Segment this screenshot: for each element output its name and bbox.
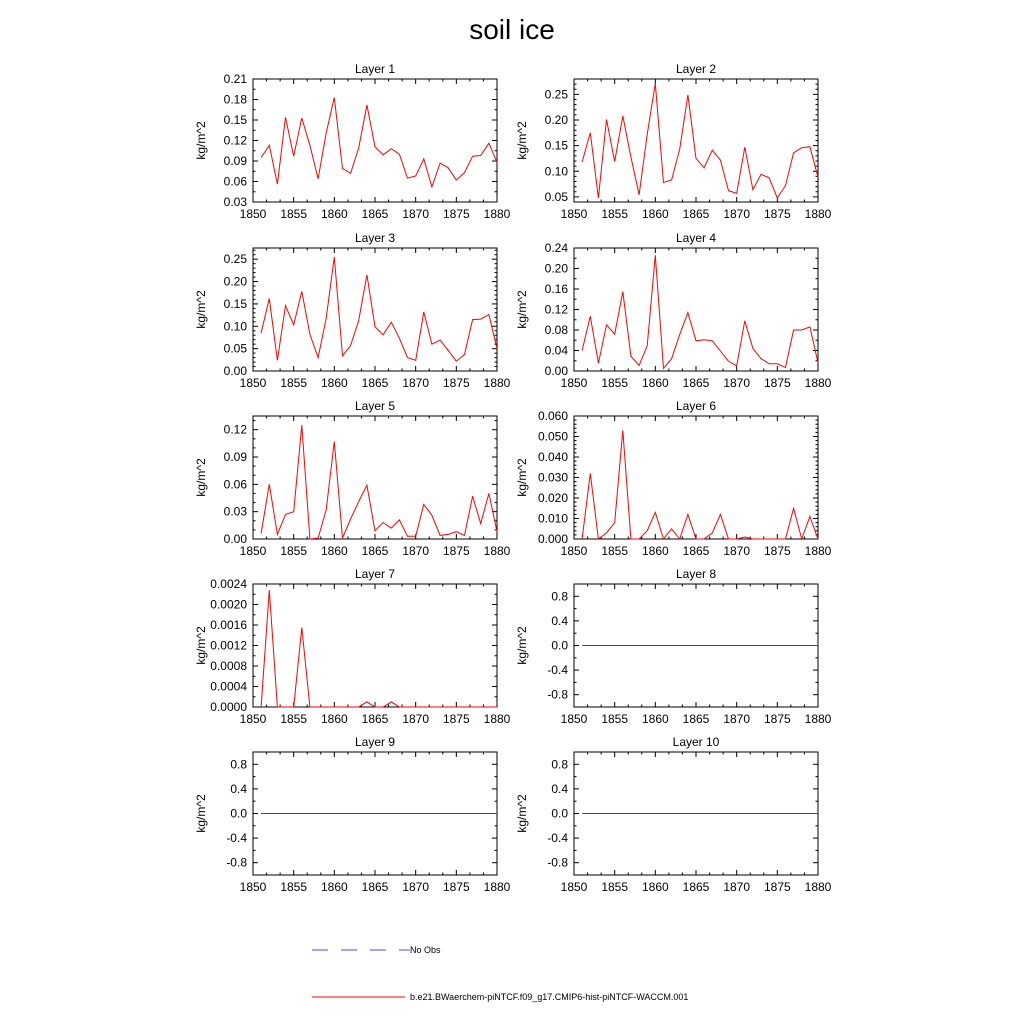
y-tick-label: 0.04 xyxy=(544,343,568,358)
panel-layer-1 xyxy=(194,62,511,221)
x-tick-label: 1880 xyxy=(804,712,832,726)
y-tick-label: 0.020 xyxy=(537,491,568,505)
y-tick-label: -0.4 xyxy=(226,831,247,846)
x-tick-label: 1875 xyxy=(442,880,470,894)
x-tick-label: 1860 xyxy=(641,376,669,390)
y-tick-label: 0.08 xyxy=(544,323,568,337)
y-tick-label: 0.0012 xyxy=(210,638,247,653)
plot-frame xyxy=(253,416,497,539)
y-tick-label: 0.06 xyxy=(223,477,247,492)
x-tick-label: 1855 xyxy=(601,376,629,390)
x-tick-label: 1870 xyxy=(402,207,430,221)
x-tick-label: 1850 xyxy=(560,207,588,221)
x-tick-label: 1875 xyxy=(763,207,791,221)
series-line xyxy=(582,430,818,539)
y-tick-label: 0.030 xyxy=(537,470,568,485)
panel-title: Layer 1 xyxy=(354,62,396,76)
x-tick-label: 1880 xyxy=(804,376,832,390)
y-axis-label: kg/m^2 xyxy=(515,458,529,497)
x-tick-label: 1860 xyxy=(641,207,669,221)
y-tick-label: 0.0020 xyxy=(210,597,247,612)
x-tick-label: 1855 xyxy=(280,712,308,726)
series-line xyxy=(261,257,497,361)
x-tick-label: 1870 xyxy=(723,376,751,390)
y-tick-label: 0.0016 xyxy=(210,618,247,632)
plot-frame xyxy=(253,79,497,202)
panel-layer-2 xyxy=(515,62,832,221)
y-tick-label: 0.25 xyxy=(223,252,247,267)
y-tick-label: 0.05 xyxy=(544,189,568,204)
x-tick-label: 1875 xyxy=(763,712,791,726)
y-tick-label: 0.0000 xyxy=(210,700,247,714)
y-tick-label: 0.010 xyxy=(537,511,568,526)
y-axis-label: kg/m^2 xyxy=(515,121,529,160)
x-tick-label: 1880 xyxy=(483,207,511,221)
x-tick-label: 1850 xyxy=(239,207,267,221)
panel-layer-4 xyxy=(515,231,832,390)
panel-layer-3 xyxy=(194,231,511,390)
x-tick-label: 1875 xyxy=(763,544,791,558)
y-tick-label: 0.0008 xyxy=(210,659,247,673)
x-tick-label: 1860 xyxy=(641,712,669,726)
x-tick-label: 1860 xyxy=(641,544,669,558)
y-tick-label: 0.4 xyxy=(551,781,568,796)
y-tick-label: 0.000 xyxy=(537,532,568,546)
x-tick-label: 1860 xyxy=(320,880,348,894)
x-tick-label: 1880 xyxy=(804,544,832,558)
panel-title: Layer 8 xyxy=(675,567,717,581)
x-tick-label: 1850 xyxy=(560,712,588,726)
x-tick-label: 1850 xyxy=(560,880,588,894)
x-tick-label: 1875 xyxy=(442,376,470,390)
y-tick-label: 0.21 xyxy=(223,72,247,86)
panel-layer-6 xyxy=(515,399,832,558)
panel-title: Layer 9 xyxy=(354,735,396,749)
y-tick-label: 0.8 xyxy=(230,757,247,772)
y-tick-label: 0.15 xyxy=(223,113,247,127)
x-tick-label: 1865 xyxy=(361,544,389,558)
y-tick-label: 0.25 xyxy=(544,87,568,102)
series-line xyxy=(261,98,497,188)
y-tick-label: 0.12 xyxy=(223,133,247,148)
series-line xyxy=(261,590,497,707)
x-tick-label: 1850 xyxy=(560,376,588,390)
x-tick-label: 1860 xyxy=(320,376,348,390)
y-tick-label: 0.18 xyxy=(223,92,247,107)
y-tick-label: 0.4 xyxy=(230,781,247,796)
y-tick-label: -0.8 xyxy=(547,855,568,870)
x-tick-label: 1870 xyxy=(723,544,751,558)
x-tick-label: 1870 xyxy=(402,544,430,558)
x-tick-label: 1850 xyxy=(560,544,588,558)
plot-frame xyxy=(574,248,818,371)
y-tick-label: 0.05 xyxy=(223,341,247,356)
series-line xyxy=(582,84,818,198)
panel-layer-7 xyxy=(194,567,511,726)
x-tick-label: 1865 xyxy=(361,376,389,390)
y-tick-label: 0.8 xyxy=(551,757,568,772)
x-tick-label: 1855 xyxy=(280,376,308,390)
panel-title: Layer 3 xyxy=(354,231,396,245)
x-tick-label: 1865 xyxy=(361,880,389,894)
y-tick-label: 0.15 xyxy=(544,138,568,153)
plot-frame xyxy=(253,248,497,371)
x-tick-label: 1860 xyxy=(641,880,669,894)
y-tick-label: 0.06 xyxy=(223,174,247,189)
y-tick-label: 0.00 xyxy=(223,364,247,378)
y-tick-label: 0.24 xyxy=(544,241,568,255)
panel-title: Layer 6 xyxy=(675,399,717,413)
x-tick-label: 1870 xyxy=(723,880,751,894)
y-tick-label: 0.050 xyxy=(537,429,568,444)
panel-layer-10 xyxy=(515,735,832,894)
y-tick-label: 0.10 xyxy=(223,319,247,334)
y-tick-label: 0.8 xyxy=(551,589,568,604)
y-tick-label: 0.09 xyxy=(223,154,247,168)
y-tick-label: 0.4 xyxy=(551,613,568,628)
legend-label: b.e21.BWaerchem-piNTCF.f09_g17.CMIP6-hist-piNTCF-WACCM.001 xyxy=(410,992,689,1002)
y-tick-label: 0.00 xyxy=(544,364,568,378)
y-tick-label: 0.03 xyxy=(223,195,247,209)
y-tick-label: 0.09 xyxy=(223,450,247,464)
y-tick-label: 0.0 xyxy=(551,638,568,653)
y-axis-label: kg/m^2 xyxy=(515,626,529,665)
x-tick-label: 1875 xyxy=(442,207,470,221)
y-tick-label: 0.00 xyxy=(223,532,247,546)
legend-item xyxy=(312,945,441,955)
x-tick-label: 1855 xyxy=(601,712,629,726)
legend-label: No Obs xyxy=(410,945,441,955)
x-tick-label: 1850 xyxy=(239,880,267,894)
y-axis-label: kg/m^2 xyxy=(194,121,208,160)
panel-layer-5 xyxy=(194,399,511,558)
y-tick-label: -0.4 xyxy=(547,663,568,678)
y-tick-label: 0.20 xyxy=(544,261,568,276)
panel-title: Layer 2 xyxy=(675,62,717,76)
x-tick-label: 1850 xyxy=(239,712,267,726)
y-tick-label: 0.10 xyxy=(544,164,568,179)
legend xyxy=(312,945,688,1002)
x-tick-label: 1850 xyxy=(239,544,267,558)
y-axis-label: kg/m^2 xyxy=(194,626,208,665)
x-tick-label: 1855 xyxy=(601,544,629,558)
panel-layer-9 xyxy=(194,735,511,894)
y-tick-label: 0.0004 xyxy=(210,679,247,694)
y-tick-label: -0.4 xyxy=(547,831,568,846)
panel-title: Layer 4 xyxy=(675,231,717,245)
y-tick-label: 0.040 xyxy=(537,450,568,464)
x-tick-label: 1865 xyxy=(361,207,389,221)
y-tick-label: 0.20 xyxy=(223,274,247,289)
y-tick-label: 0.060 xyxy=(537,409,568,423)
x-tick-label: 1880 xyxy=(804,207,832,221)
y-tick-label: 0.12 xyxy=(544,302,568,317)
series-line xyxy=(582,255,818,368)
x-tick-label: 1855 xyxy=(601,880,629,894)
y-tick-label: 0.0 xyxy=(551,806,568,821)
panel-title: Layer 5 xyxy=(354,399,396,413)
y-tick-label: -0.8 xyxy=(547,687,568,702)
y-tick-label: 0.20 xyxy=(544,113,568,127)
y-axis-label: kg/m^2 xyxy=(515,290,529,329)
x-tick-label: 1870 xyxy=(402,880,430,894)
x-tick-label: 1860 xyxy=(320,544,348,558)
y-tick-label: 0.0 xyxy=(230,806,247,821)
x-tick-label: 1855 xyxy=(280,207,308,221)
y-tick-label: 0.0024 xyxy=(210,577,247,591)
panel-title: Layer 10 xyxy=(672,735,720,749)
x-tick-label: 1855 xyxy=(280,880,308,894)
plot-frame xyxy=(574,416,818,539)
x-tick-label: 1865 xyxy=(682,544,710,558)
y-axis-label: kg/m^2 xyxy=(194,290,208,329)
y-axis-label: kg/m^2 xyxy=(194,458,208,497)
y-tick-label: 0.03 xyxy=(223,504,247,519)
x-tick-label: 1880 xyxy=(804,880,832,894)
x-tick-label: 1875 xyxy=(763,376,791,390)
x-tick-label: 1855 xyxy=(601,207,629,221)
x-tick-label: 1865 xyxy=(682,880,710,894)
page-title: soil ice xyxy=(469,14,555,45)
y-tick-label: 0.16 xyxy=(544,282,568,296)
x-tick-label: 1865 xyxy=(682,376,710,390)
x-tick-label: 1860 xyxy=(320,207,348,221)
x-tick-label: 1880 xyxy=(483,544,511,558)
y-tick-label: 0.12 xyxy=(223,422,247,437)
plot-frame xyxy=(253,584,497,707)
x-tick-label: 1870 xyxy=(723,712,751,726)
series-line xyxy=(261,425,497,539)
y-tick-label: -0.8 xyxy=(226,855,247,870)
x-tick-label: 1865 xyxy=(682,712,710,726)
x-tick-label: 1880 xyxy=(483,376,511,390)
x-tick-label: 1875 xyxy=(442,712,470,726)
x-tick-label: 1875 xyxy=(763,880,791,894)
x-tick-label: 1860 xyxy=(320,712,348,726)
x-tick-label: 1870 xyxy=(723,207,751,221)
x-tick-label: 1870 xyxy=(402,376,430,390)
y-axis-label: kg/m^2 xyxy=(194,794,208,833)
x-tick-label: 1850 xyxy=(239,376,267,390)
y-tick-label: 0.15 xyxy=(223,296,247,311)
y-axis-label: kg/m^2 xyxy=(515,794,529,833)
x-tick-label: 1880 xyxy=(483,712,511,726)
x-tick-label: 1880 xyxy=(483,880,511,894)
panel-layer-8 xyxy=(515,567,832,726)
x-tick-label: 1870 xyxy=(402,712,430,726)
x-tick-label: 1855 xyxy=(280,544,308,558)
panel-title: Layer 7 xyxy=(354,567,396,581)
legend-item xyxy=(312,992,688,1002)
x-tick-label: 1865 xyxy=(361,712,389,726)
x-tick-label: 1875 xyxy=(442,544,470,558)
x-tick-label: 1865 xyxy=(682,207,710,221)
